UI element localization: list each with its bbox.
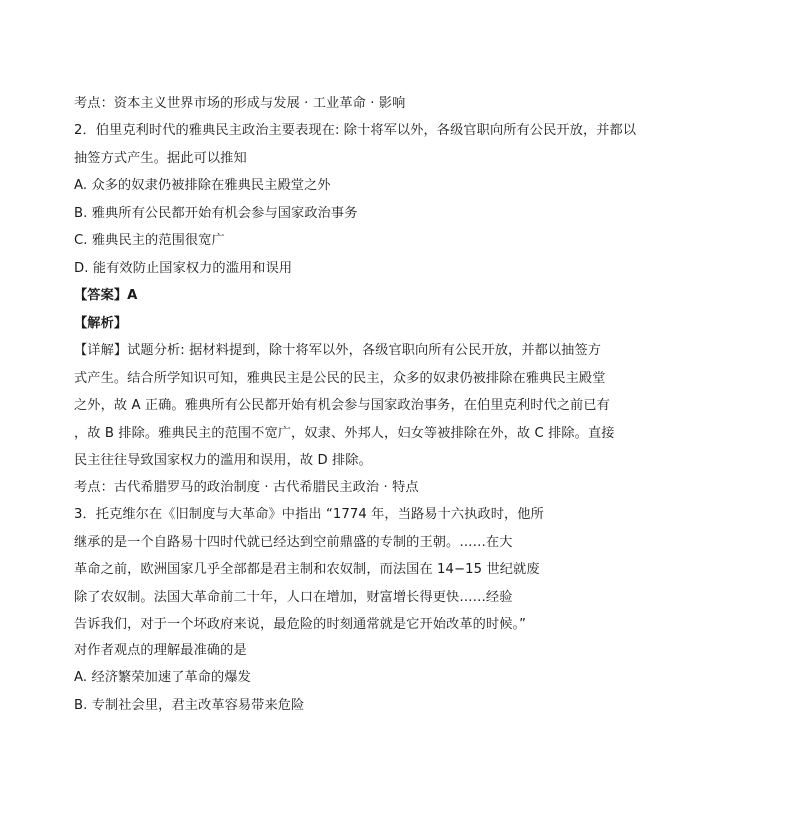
question-3-option-a: A. 经济繁荣加速了革命的爆发 <box>74 670 251 685</box>
question-3-prompt: 对作者观点的理解最准确的是 <box>74 643 247 658</box>
question-3-stem-line-3: 革命之前，欧洲国家几乎全部都是君主制和农奴制，而法国在 14−15 世纪就废 <box>74 562 540 577</box>
question-3-stem-line-2: 继承的是一个自路易十四时代就已经达到空前鼎盛的专制的王朝。……在大 <box>74 535 513 550</box>
answer-label: 【答案】A <box>74 288 138 303</box>
question-2-option-a: A. 众多的奴隶仍被排除在雅典民主殿堂之外 <box>74 178 331 193</box>
explanation-line-4: ，故 B 排除。雅典民主的范围不宽广，奴隶、外邦人，妇女等被排除在外，故 C 排除。直接 <box>74 426 615 441</box>
question-3-stem-line-1: 3．托克维尔在《旧制度与大革命》中指出 “1774 年，当路易十六执政时，他所 <box>74 507 544 522</box>
question-2-option-d: D. 能有效防止国家权力的滥用和误用 <box>74 261 293 276</box>
question-3-stem-line-5: 告诉我们，对于一个坏政府来说，最危险的时刻通常就是它开始改革的时候。” <box>74 617 527 632</box>
question-2-option-c: C. 雅典民主的范围很宽广 <box>74 233 225 248</box>
exam-point-line-2: 考点：古代希腊罗马的政治制度 · 古代希腊民主政治 · 特点 <box>74 480 419 495</box>
question-3-option-b: B. 专制社会里，君主改革容易带来危险 <box>74 698 305 713</box>
question-3-stem-line-4: 除了农奴制。法国大革命前二十年，人口在增加，财富增长得更快……经验 <box>74 590 513 605</box>
exam-point-line-1: 考点：资本主义世界市场的形成与发展 · 工业革命 · 影响 <box>74 96 406 111</box>
explanation-line-3: 之外，故 A 正确。雅典所有公民都开始有机会参与国家政治事务，在伯里克利时代之前已有 <box>74 398 610 413</box>
analysis-label: 【解析】 <box>74 316 128 331</box>
explanation-line-2: 式产生。结合所学知识可知，雅典民主是公民的民主，众多的奴隶仍被排除在雅典民主殿堂 <box>74 371 606 386</box>
question-2-stem-line-1: 2．伯里克利时代的雅典民主政治主要表现在: 除十将军以外，各级官职向所有公民开放，并都以 <box>74 123 637 138</box>
explanation-line-5: 民主往往导致国家权力的滥用和误用，故 D 排除。 <box>74 453 372 468</box>
question-2-stem-line-2: 抽签方式产生。据此可以推知 <box>74 151 247 166</box>
question-2-option-b: B. 雅典所有公民都开始有机会参与国家政治事务 <box>74 206 358 221</box>
explanation-line-1: 【详解】试题分析: 据材料提到，除十将军以外，各级官职向所有公民开放，并都以抽签方 <box>74 343 602 358</box>
